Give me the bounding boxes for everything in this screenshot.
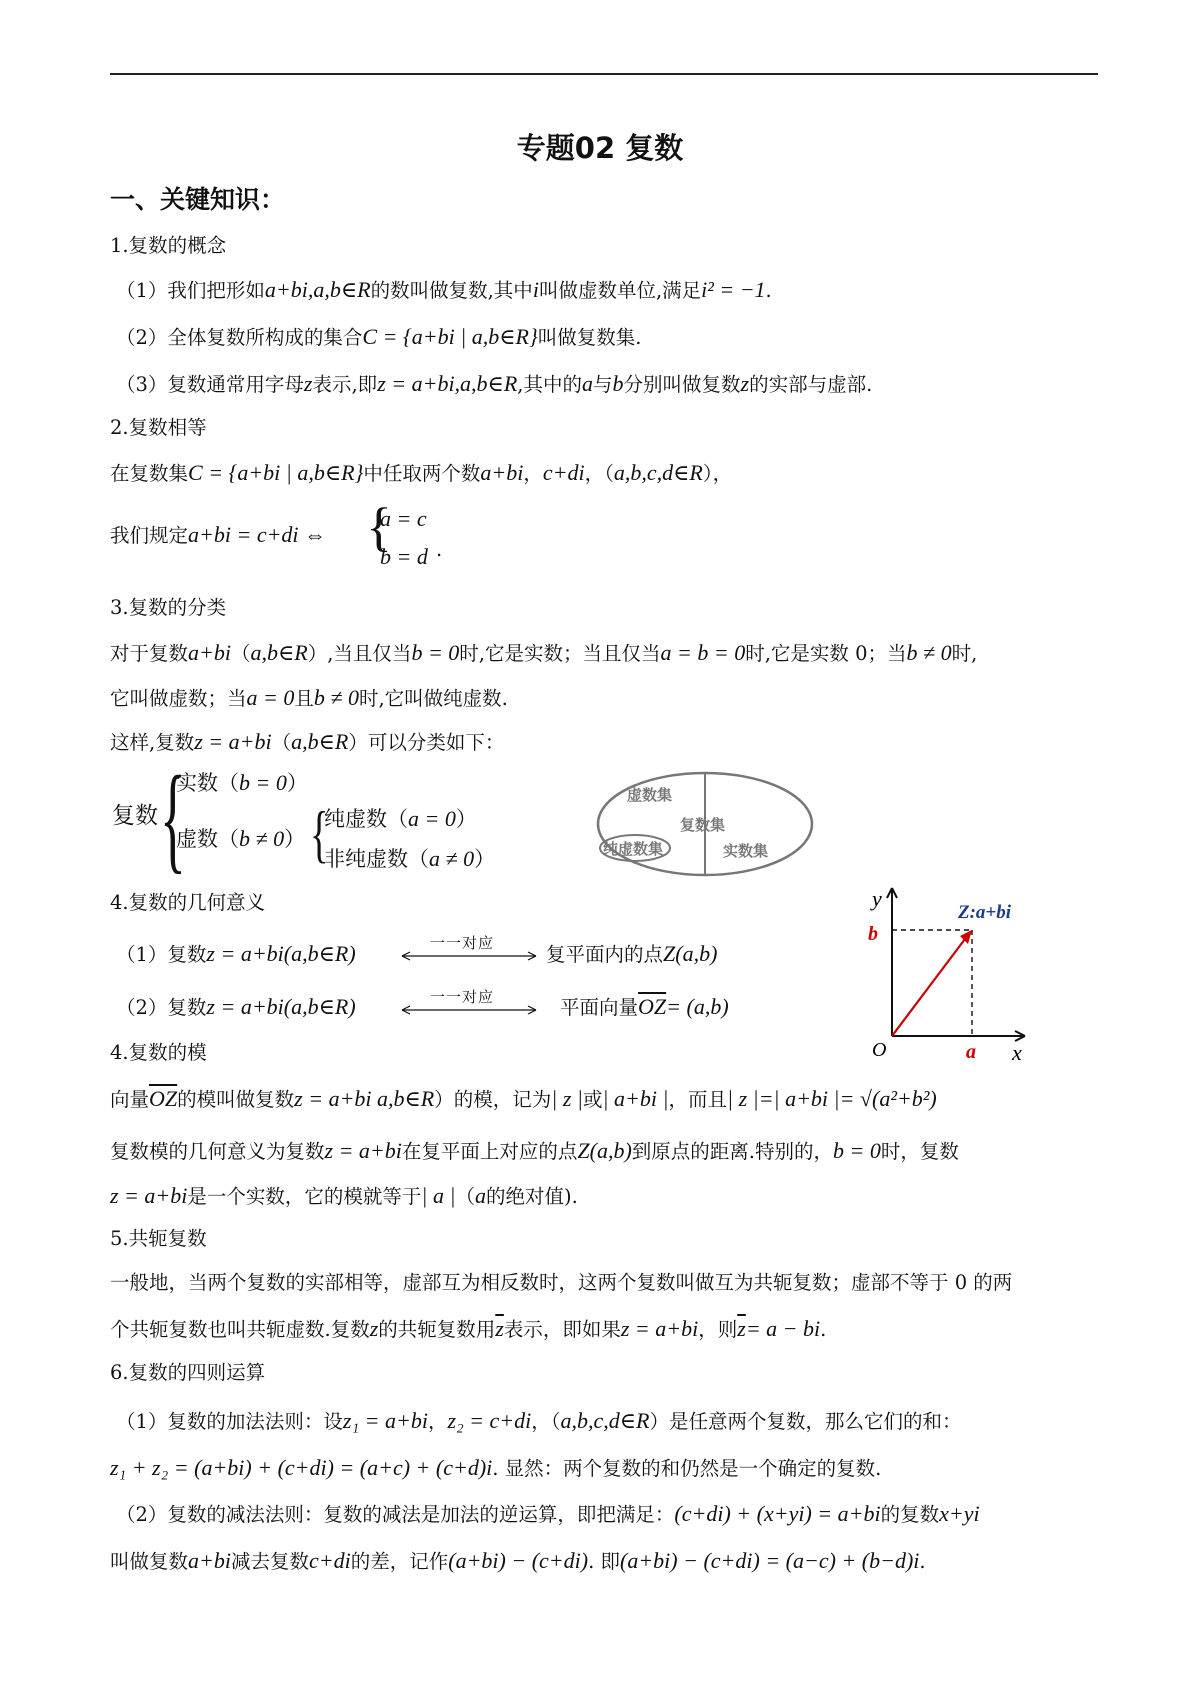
geometry-line-2-end [560,996,729,1018]
formula: b ≠ 0 [313,685,359,710]
text: 的共轭复数用 [378,1318,496,1341]
b-label: b [868,923,878,945]
formula: Z(a,b) [663,941,718,966]
a-label: a [966,1041,976,1063]
formula: x+yi [939,1501,980,1526]
geometry-line-2 [116,996,356,1018]
formula: (c+di) + (x+yi) = a+bi [674,1501,881,1526]
formula: i [532,277,539,302]
text: . 显然：两个复数的和仍然是一个确定的复数. [492,1457,882,1480]
class-nonpure [324,848,495,870]
formula: a = 0 [246,685,295,710]
text: ）的模，记为 [434,1088,552,1111]
header-rule [110,73,1098,75]
text: 它叫做虚数；当 [110,687,247,710]
text: 与 [592,373,613,396]
text: 复平面内的点 [546,943,664,966]
class-line-2 [110,687,508,709]
formula: $\overline{z}$ [495,1316,504,1341]
formula: z [369,1316,379,1341]
text: . [919,1550,926,1573]
text: ）可以分类如下： [348,731,505,754]
class-line-1 [110,642,977,664]
formula: = (a,b) [666,994,729,1019]
geometry-line-1 [116,943,356,965]
modulus-line-1 [110,1088,937,1110]
text: （3）复数通常用字母 [116,373,304,396]
text: . [765,279,772,302]
text: 复数模的几何意义为复数 [110,1140,325,1163]
page-title: 专题02 复数 [516,131,684,165]
text: ， [523,462,543,485]
op-line-1 [116,1410,962,1432]
venn-pure-label: 纯虚数集 [603,840,664,858]
formula: z = a+bi [620,1316,699,1341]
equality-line-1 [110,462,732,484]
formula: a,b,c,d∈R [613,460,703,485]
equality-top: a = c [380,506,427,531]
formula: a = b = 0 [660,640,746,665]
text: . [820,1318,827,1341]
formula: z = a+bi [206,941,284,966]
complex-plane-diagram [850,878,1030,1068]
formula: a ≠ 0 [429,846,475,871]
text: ）,当且仅当 [307,642,412,665]
formula: b [612,371,624,396]
formula: | a | [421,1183,456,1208]
conjugate-line-1: 一般地，当两个复数的实部相等，虚部互为相反数时，这两个复数叫做互为共轭复数；虚部不等于 0 的两 [110,1271,1013,1294]
text: （ [455,1185,476,1208]
origin-label: O [872,1039,887,1061]
class-real [176,772,308,794]
equality-period: . [436,538,443,561]
formula: C = {a+bi | a,b∈R} [362,324,538,349]
equality-line-2 [110,524,326,546]
class-root: 复数 [112,803,158,829]
formula: z [740,371,750,396]
text: 时, [951,642,978,665]
formula: a [581,371,593,396]
op-line-4 [110,1550,926,1572]
text: ,其中的 [517,373,582,396]
equality-brace: { [366,497,392,557]
formula: a+bi = c+di ⇔ [188,522,327,547]
formula: (a+bi) − (c+di) [448,1548,589,1573]
formula: (a+bi) − (c+di) = (a−c) + (b−d)i [620,1548,920,1573]
text: 个共轭复数也叫共轭虚数.复数 [110,1318,370,1341]
formula: $\overline{OZ}$ [638,994,667,1019]
formula: z = a+bi [206,994,284,1019]
concept-line-1 [116,279,772,301]
formula: $\overline{OZ}$ [149,1086,178,1111]
text: （1）复数 [116,943,207,966]
vector-oz [892,935,968,1036]
formula: z = a+bi,a,b∈R [377,371,518,396]
formula: a,b∈R [291,729,349,754]
text: 时,它是实数；当且仅当 [459,642,661,665]
text: 我们规定 [110,524,189,547]
text: 表示,即 [312,373,378,396]
class-brace-main: { [160,751,186,884]
formula: | a+bi | [602,1086,669,1111]
x-label: x [1012,1040,1022,1065]
bijection-label-2: 一一对应 [430,988,495,1006]
text: ， [427,1410,448,1433]
text: （ [230,642,251,665]
op-line-2 [110,1457,881,1479]
formula: a,b∈R [250,640,308,665]
text: ） [474,847,496,871]
text: 这样,复数 [110,731,195,754]
formula: z = a+bi a,b∈R [294,1086,435,1111]
venn-diagram [595,770,815,878]
geometry-line-1-end [546,943,717,965]
text: 分别叫做复数 [623,373,741,396]
text: 且 [294,687,314,710]
text: ，则 [698,1318,738,1341]
class-pure [324,808,477,830]
formula: b = 0 [239,770,287,795]
modulus-line-3 [110,1185,578,1207]
section-heading: 一、关键知识： [110,185,286,214]
z-label: Z:a+bi [958,902,1012,923]
text: 平面向量 [560,996,639,1019]
formula: z₂ = c+di [447,1408,532,1433]
text: 虚数（ [176,827,239,851]
formula: c+di [309,1548,351,1573]
text: 叫做复数集. [537,326,642,349]
text: . 即 [588,1550,620,1573]
class-brace-sub: { [310,798,329,869]
text: 纯虚数（ [324,807,408,831]
formula: b ≠ 0 [906,640,952,665]
text: （1）复数的加法法则：设 [116,1410,343,1433]
formula: a = 0 [408,806,456,831]
text: ） [455,807,477,831]
text: 的复数 [880,1503,940,1526]
class-line-3 [110,731,504,753]
equality-bottom: b = d [380,544,428,569]
text: （2）全体复数所构成的集合 [116,326,363,349]
text: 或 [582,1088,603,1111]
text: ，而且 [668,1088,728,1111]
y-label: y [872,886,882,911]
heading-modulus: 4.复数的模 [110,1041,207,1064]
heading-concept: 1.复数的概念 [110,234,227,257]
heading-arithmetic: 6.复数的四则运算 [110,1361,266,1384]
text: ，（ [531,1410,561,1433]
formula: z = a+bi [194,729,272,754]
venn-real-label: 实数集 [723,842,769,860]
text: 减去复数 [230,1550,309,1573]
text: ）， [702,462,733,485]
formula: i² = −1 [701,277,766,302]
formula: z₁ = a+bi [342,1408,428,1433]
conjugate-line-2 [110,1318,826,1340]
class-imag [176,828,305,850]
text: 叫做虚数单位,满足 [538,279,702,302]
venn-complex-label: 复数集 [680,816,726,834]
text: 的绝对值). [486,1185,578,1208]
bijection-label-1: 一一对应 [430,934,495,952]
text: 中任取两个数 [363,462,481,485]
text: ） [284,827,306,851]
text: （ [271,731,292,754]
formula: a [475,1183,487,1208]
concept-line-3 [116,373,872,395]
text: ）是任意两个复数，那么它们的和： [649,1410,962,1433]
formula: a+bi [188,1548,231,1573]
formula: z = a+bi [324,1138,402,1163]
formula: a+bi [480,460,524,485]
formula: (a,b∈R) [283,994,356,1019]
formula: b = 0 [833,1138,881,1163]
formula: (a,b∈R) [283,941,356,966]
formula: a+bi,a,b∈R [264,277,371,302]
formula: | z |=| a+bi |= √(a²+b²) [727,1086,937,1111]
text: 实数（ [176,771,239,795]
formula: | z | [551,1086,583,1111]
heading-classification: 3.复数的分类 [110,596,227,619]
op-line-3 [116,1503,980,1525]
text: ，（ [584,462,614,485]
formula: = a − bi [745,1316,821,1341]
text: 非纯虚数（ [324,847,429,871]
text: （2）复数 [116,996,207,1019]
formula: $\overline{z}$ [737,1316,746,1341]
concept-line-2 [116,326,641,348]
text: 对于复数 [110,642,189,665]
text: 时,它是实数 0；当 [745,642,907,665]
formula: a,b,c,d∈R [560,1408,650,1433]
text: 时，复数 [880,1140,959,1163]
heading-geometry: 4.复数的几何意义 [110,891,266,914]
text: （1）我们把形如 [116,279,265,302]
heading-equality: 2.复数相等 [110,416,207,439]
formula: C = {a+bi | a,b∈R} [188,460,364,485]
text: 叫做复数 [110,1550,189,1573]
formula: z [303,371,313,396]
text: 的模叫做复数 [177,1088,295,1111]
formula: z₁ + z₂ = (a+bi) + (c+di) = (a+c) + (c+d)i [110,1455,493,1480]
text: 向量 [110,1088,150,1111]
text: 到原点的距离.特别的， [631,1140,833,1163]
venn-imag-label: 虚数集 [627,786,673,804]
heading-conjugate: 5.共轭复数 [110,1227,207,1250]
text: ） [286,771,308,795]
text: 的差，记作 [350,1550,449,1573]
formula: b = 0 [411,640,460,665]
formula: a+bi [188,640,231,665]
text: 的实部与虚部. [749,373,873,396]
formula: c+di [542,460,585,485]
formula: z = a+bi [110,1183,188,1208]
text: 时,它叫做纯虚数. [358,687,508,710]
text: （2）复数的减法法则：复数的减法是加法的逆运算，即把满足： [116,1503,675,1526]
text: 在复平面上对应的点 [401,1140,578,1163]
formula: Z(a,b) [577,1138,632,1163]
modulus-line-2 [110,1140,959,1162]
text: 是一个实数，它的模就等于 [187,1185,422,1208]
text: 的数叫做复数,其中 [370,279,533,302]
text: 在复数集 [110,462,189,485]
formula: b ≠ 0 [239,826,285,851]
text: 表示，即如果 [503,1318,621,1341]
